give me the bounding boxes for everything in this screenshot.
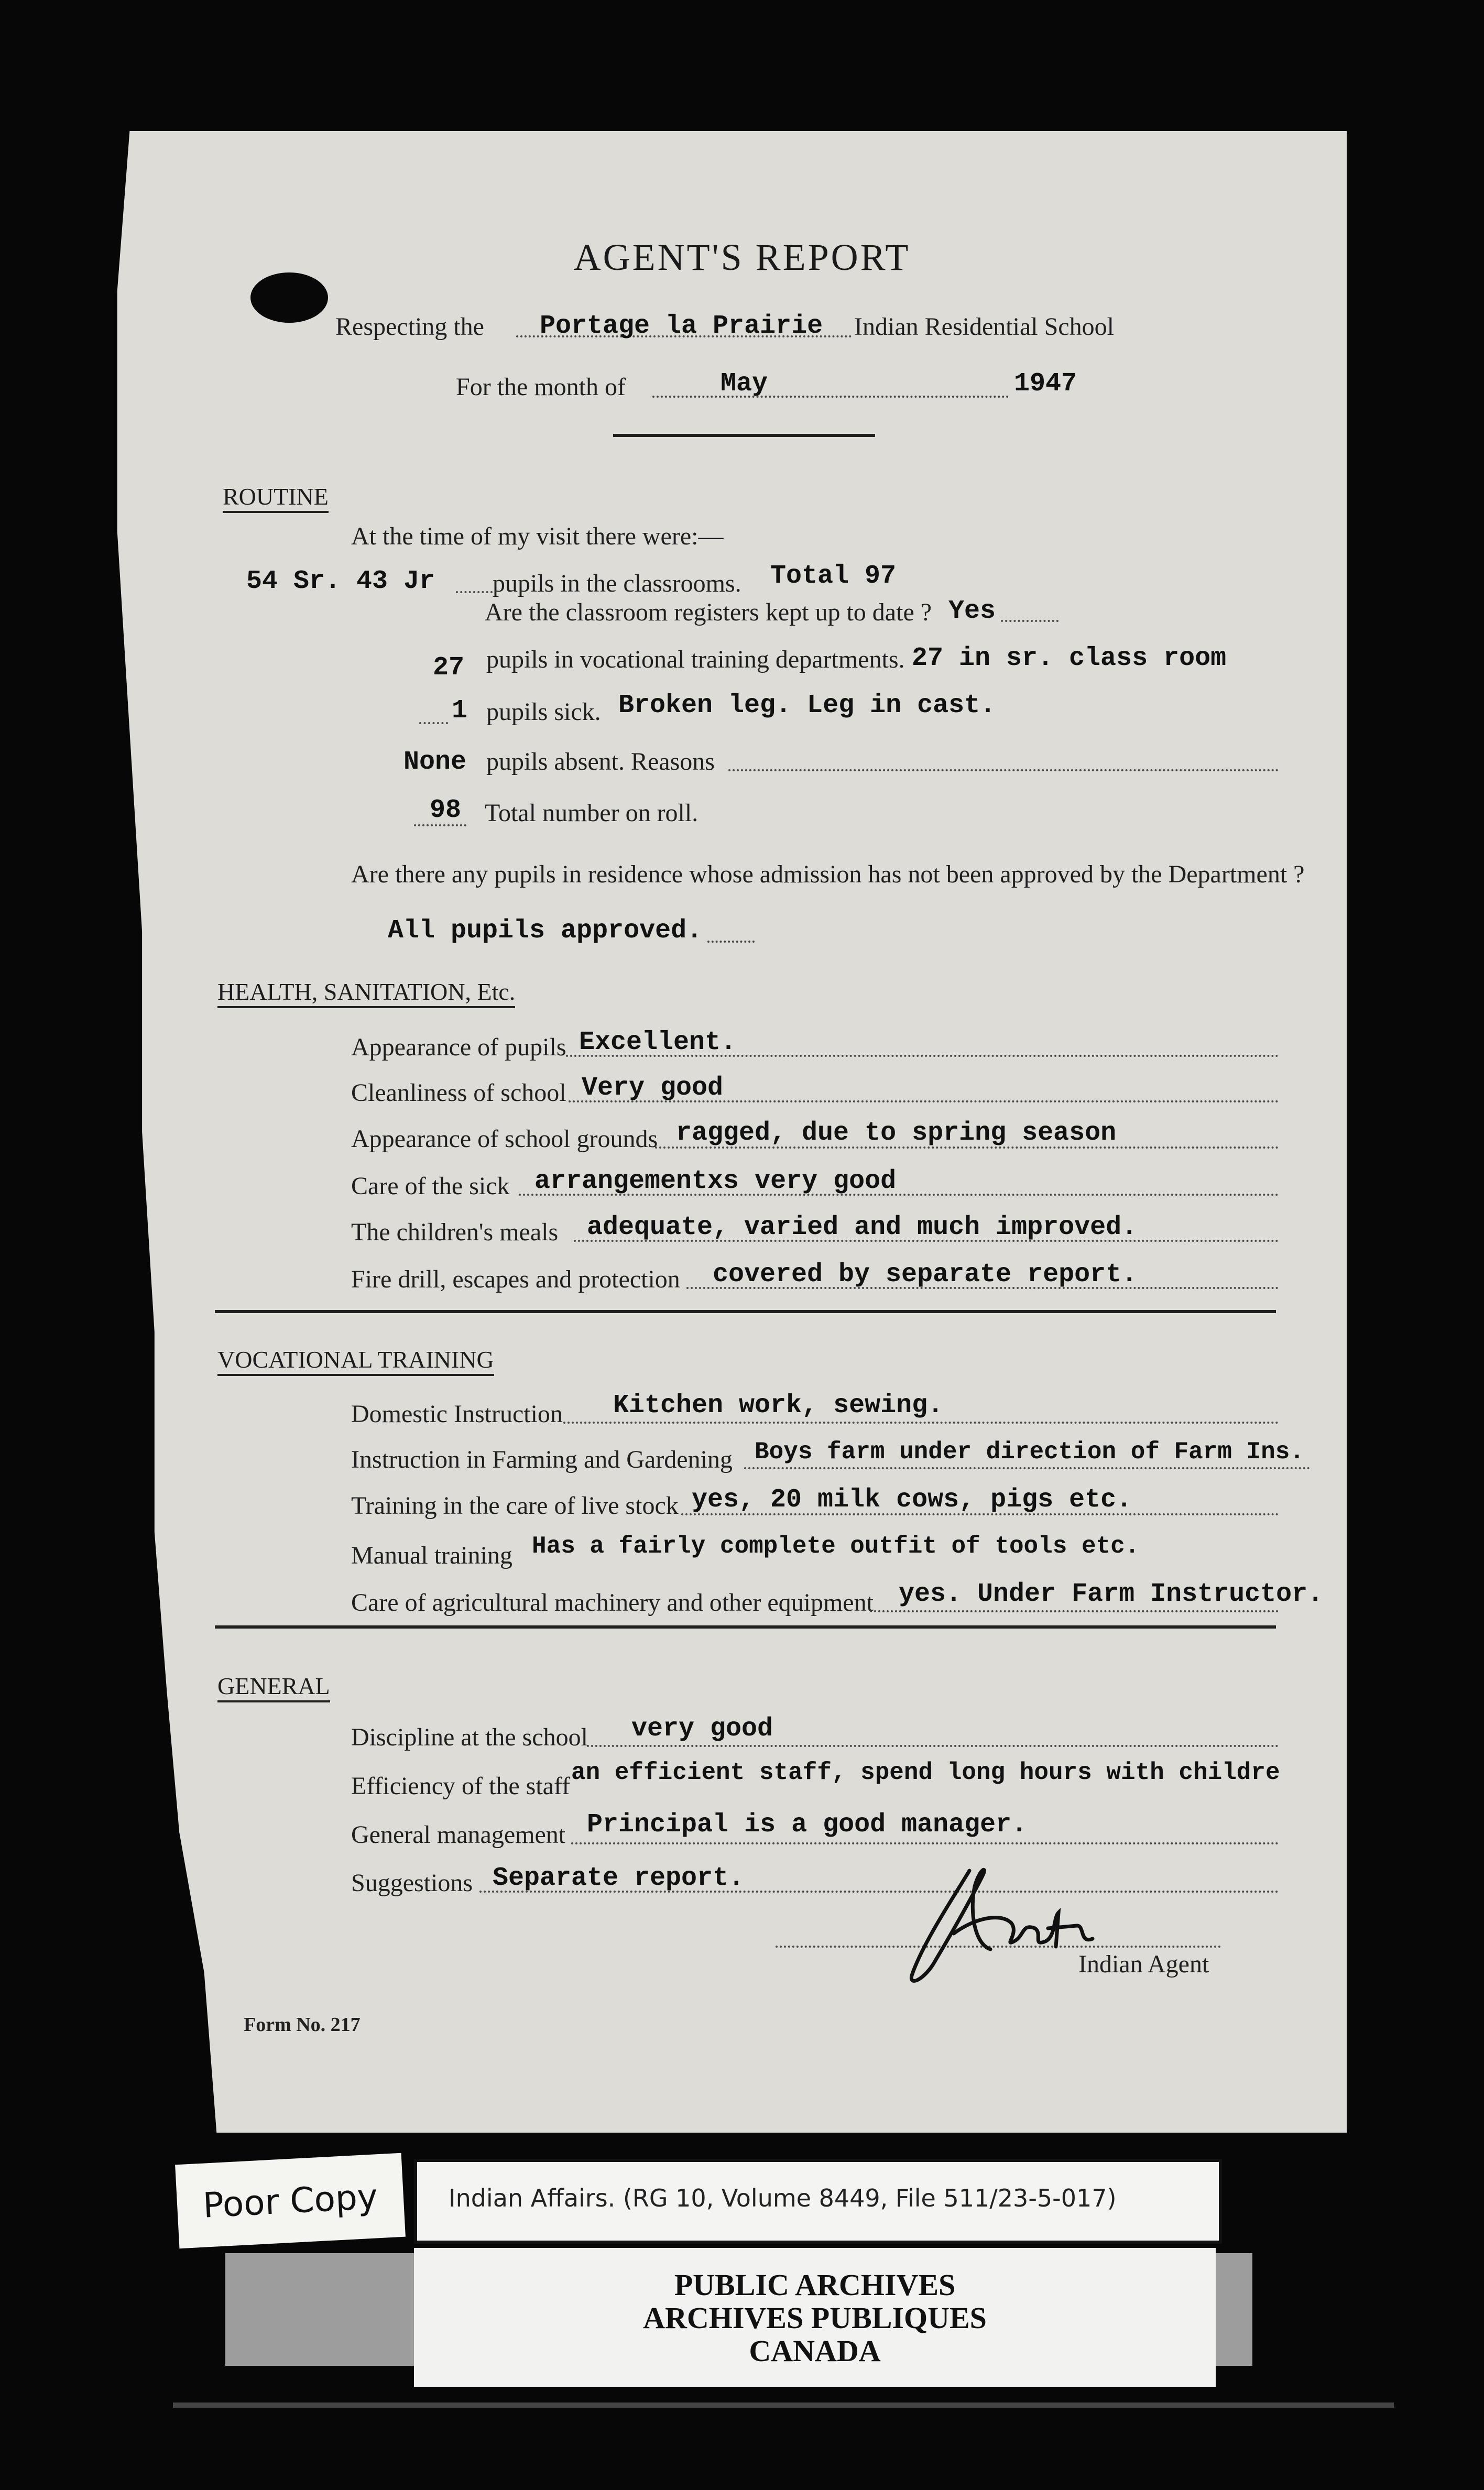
health-row-3-value: ragged, due to spring season [676, 1118, 1117, 1148]
vocational-row-2-dotline [744, 1467, 1310, 1469]
report-month: May [721, 369, 768, 399]
vocational-row-2-label: Instruction in Farming and Gardening [351, 1446, 733, 1473]
sick-note: Broken leg. Leg in cast. [618, 691, 996, 720]
sick-dotline [419, 722, 448, 724]
poor-copy-label: Poor Copy [175, 2153, 406, 2248]
absent-value: None [403, 747, 467, 777]
routine-heading: ROUTINE [223, 485, 329, 513]
title-rule [613, 434, 875, 437]
vocational-row-1-dotline [563, 1422, 1279, 1424]
vocational-divider [215, 1625, 1276, 1629]
classroom-pupils-label: pupils in the classrooms. [493, 570, 741, 597]
health-row-4-value: arrangementxs very good [534, 1166, 897, 1196]
classroom-dotline [456, 591, 493, 593]
health-row-2-value: Very good [582, 1073, 724, 1103]
roll-label: Total number on roll. [485, 799, 699, 827]
form-number: Form No. 217 [244, 2014, 361, 2036]
health-row-1-value: Excellent. [579, 1028, 737, 1057]
vocational-row-2-value: Boys farm under direction of Farm Ins. [755, 1438, 1304, 1466]
general-row-2-value: an efficient staff, spend long hours with childre [571, 1759, 1280, 1786]
health-row-5-value: adequate, varied and much improved. [587, 1213, 1138, 1242]
vocational-note: 27 in sr. class room [912, 643, 1227, 673]
archive-stamp [414, 2248, 1216, 2387]
general-row-1-dotline [587, 1745, 1279, 1747]
sick-label: pupils sick. [486, 698, 601, 726]
health-row-5-label: The children's meals [351, 1218, 559, 1246]
school-name: Portage la Prairie [540, 311, 823, 341]
general-row-3-value: Principal is a good manager. [587, 1810, 1028, 1840]
admission-dotline [707, 941, 755, 943]
registers-dotline [1001, 620, 1059, 622]
vocational-row-4-value: Has a fairly complete outfit of tools etc. [532, 1533, 1140, 1560]
health-heading: HEALTH, SANITATION, Etc. [217, 980, 515, 1008]
signature-title: Indian Agent [1078, 1950, 1209, 1978]
health-row-2-label: Cleanliness of school [351, 1079, 566, 1107]
roll-value: 98 [430, 795, 462, 825]
vocational-row-3-value: yes, 20 milk cows, pigs etc. [692, 1485, 1132, 1515]
archive-line-3: CANADA [749, 2334, 881, 2368]
registers-value: Yes [948, 596, 996, 626]
film-edge [173, 2402, 1394, 2408]
month-prefix: For the month of [456, 373, 626, 401]
punch-hole [250, 272, 328, 323]
general-heading: GENERAL [217, 1674, 330, 1702]
sick-value: 1 [452, 696, 468, 726]
vocational-pupils-value: 27 [433, 653, 465, 683]
vocational-row-5-label: Care of agricultural machinery and other equipment [351, 1589, 874, 1617]
health-row-6-label: Fire drill, escapes and protection [351, 1265, 680, 1293]
archive-reference: Indian Affairs. (RG 10, Volume 8449, File 511/23-5-017) [449, 2184, 1117, 2212]
absent-dotline [728, 769, 1279, 771]
general-row-3-dotline [571, 1842, 1279, 1844]
general-row-1-value: very good [631, 1714, 773, 1744]
report-year: 1947 [1014, 369, 1077, 399]
registers-label: Are the classroom registers kept up to date ? [485, 598, 932, 626]
month-dotline [652, 396, 1009, 398]
health-row-6-value: covered by separate report. [713, 1260, 1138, 1290]
admission-answer: All pupils approved. [388, 916, 703, 946]
health-row-4-label: Care of the sick [351, 1172, 510, 1200]
general-row-1-label: Discipline at the school [351, 1723, 588, 1751]
respecting-prefix: Respecting the [335, 313, 484, 341]
classroom-total: Total 97 [770, 561, 897, 591]
report-title: AGENT'S REPORT [573, 236, 911, 278]
vocational-row-1-label: Domestic Instruction [351, 1400, 563, 1428]
vocational-row-3-label: Training in the care of live stock [351, 1492, 679, 1520]
absent-label: pupils absent. Reasons [486, 748, 715, 776]
archive-line-1: PUBLIC ARCHIVES [674, 2268, 956, 2302]
vocational-row-4-label: Manual training [351, 1542, 512, 1569]
routine-intro: At the time of my visit there were:— [351, 522, 724, 550]
health-row-1-label: Appearance of pupils [351, 1033, 566, 1061]
general-row-4-value: Separate report. [493, 1863, 745, 1893]
health-row-3-label: Appearance of school grounds [351, 1125, 658, 1153]
general-row-3-label: General management [351, 1821, 566, 1849]
general-row-2-label: Efficiency of the staff [351, 1772, 571, 1800]
general-row-4-label: Suggestions [351, 1869, 473, 1897]
vocational-pupils-label: pupils in vocational training departments. [486, 646, 905, 673]
health-divider [215, 1310, 1276, 1313]
archive-line-2: ARCHIVES PUBLIQUES [643, 2301, 987, 2335]
vocational-heading: VOCATIONAL TRAINING [217, 1348, 494, 1376]
respecting-suffix: Indian Residential School [854, 313, 1114, 341]
vocational-row-5-dotline [870, 1610, 1279, 1612]
vocational-row-5-value: yes. Under Farm Instructor. [899, 1579, 1324, 1609]
admission-question: Are there any pupils in residence whose admission has not been approved by the Department ? [351, 860, 1305, 888]
vocational-row-1-value: Kitchen work, sewing. [613, 1391, 944, 1421]
roll-dotline [414, 824, 466, 826]
archive-reference-label [414, 2159, 1222, 2244]
classroom-pupils-value: 54 Sr. 43 Jr [246, 566, 435, 596]
